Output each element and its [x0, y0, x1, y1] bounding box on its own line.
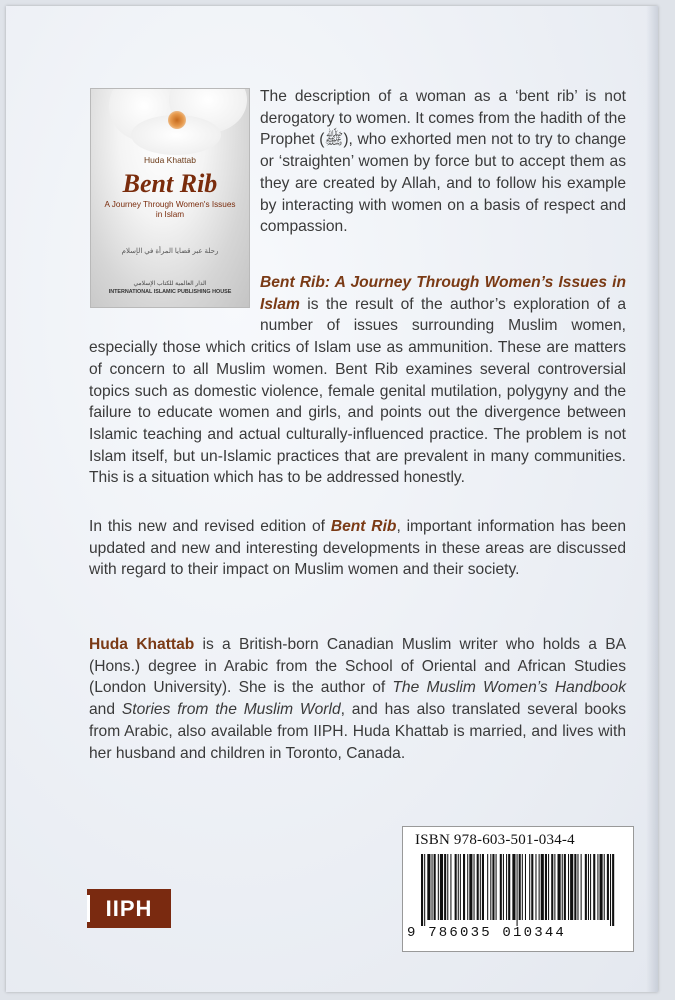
barcode-bar: [424, 854, 425, 926]
bio-text-b: and: [89, 701, 122, 719]
logo-text: IIPH: [105, 896, 153, 921]
barcode-bar: [535, 854, 536, 920]
barcode-bar: [607, 854, 609, 920]
barcode-bar: [597, 854, 598, 920]
barcode-bar: [512, 854, 515, 920]
barcode-bar: [427, 854, 430, 920]
barcode-bar: [487, 854, 488, 920]
barcode-bar: [482, 854, 484, 920]
barcode-bar: [500, 854, 502, 920]
bio-text-a: is a British-born Canadian Muslim writer who holds a BA (Hons.) degree in Arabic from the School of Oriental and African Studies (London University). She is the author of: [89, 636, 627, 697]
thumbnail-arabic-publisher: الدار العالمية للكتاب الإسلامي: [133, 281, 207, 287]
barcode-bar: [463, 854, 465, 920]
iiph-logo: [87, 889, 171, 928]
thumbnail-subtitle: A Journey Through Women's Issues in Islam: [104, 200, 236, 219]
barcode-bar: [593, 854, 595, 920]
barcode-bar: [590, 854, 591, 920]
paragraph-3-text-b: , important information has been updated and new and interesting developments in these areas are discussed with regard to their impact on Muslim women and their society.: [89, 518, 627, 579]
barcode-digits: 9 786035 010344: [407, 925, 567, 941]
barcode-bar: [612, 854, 614, 926]
book-title-stories: Stories from the Muslim World: [121, 701, 341, 719]
barcode-box: [402, 826, 634, 952]
barcode-bar: [447, 854, 448, 920]
barcode-bar: [432, 854, 433, 920]
paragraph-3-text-a: In this new and revised edition of: [89, 518, 331, 535]
barcode-bar: [490, 854, 491, 920]
barcode-bar: [503, 854, 504, 920]
barcode-bar: [600, 854, 603, 920]
barcode-bar: [558, 854, 561, 920]
barcode-bar: [539, 854, 540, 920]
book-title-emphasis: Bent Rib: [330, 518, 397, 535]
barcode-bar: [458, 854, 459, 920]
barcode-bar: [554, 854, 555, 920]
isbn-label: ISBN 978-603-501-034-4: [415, 832, 575, 848]
barcode-bar: [480, 854, 481, 920]
barcode-bar: [562, 854, 563, 920]
barcode-bar: [519, 854, 521, 920]
barcode-bar: [477, 854, 479, 920]
barcode-bar: [492, 854, 494, 920]
barcode-bar: [531, 854, 533, 920]
barcode-bar: [574, 854, 576, 920]
cover-edge-shading: [646, 6, 658, 992]
thumbnail-arabic-title: رحلة عبر قضايا المرأة في الإسلام: [121, 248, 219, 255]
barcode-bar: [421, 854, 423, 926]
barcode-bar: [444, 854, 446, 920]
barcode-bar: [525, 854, 526, 920]
barcode-bar: [577, 854, 578, 920]
barcode-bar: [440, 854, 443, 920]
blurb-paragraph-3: [89, 516, 626, 581]
barcode-bar: [568, 854, 569, 920]
barcode-bar: [450, 854, 451, 920]
barcode-bar: [564, 854, 566, 920]
barcode-bar: [438, 854, 439, 920]
author-name: Huda Khattab: [89, 636, 195, 653]
barcode-bar: [588, 854, 589, 920]
blurb-paragraph-2-body: [89, 272, 626, 504]
barcode-bars: [421, 854, 617, 926]
barcode-bar: [506, 854, 507, 920]
book-title-handbook: The Muslim Women’s Handbook: [392, 679, 627, 697]
blurb-paragraph-2-text-continued: is the result of the author’s exploration of a number of issues surrounding Muslim women, especially those which critics of Islam use as ammunition. These are matters of concern to all Muslim women. Bent Rib examines several controversial topics such as domestic violence, female genital mutilation, polygyny and the failure to educate women and girls, and points out the divergence between Islamic teaching and actual culturally-influenced practice. The problem is not Islam itself, but un-Islamic practices that are prevalent in many communities. This is a situation which has to be addressed honestly.: [89, 295, 626, 487]
barcode-bar: [541, 854, 544, 920]
author-bio: [89, 634, 626, 764]
thumbnail-author: Huda Khattab: [144, 155, 196, 165]
thumbnail-publisher: INTERNATIONAL ISLAMIC PUBLISHING HOUSE: [108, 289, 232, 295]
thumbnail-title: Bent Rib: [122, 169, 218, 198]
barcode-bar: [474, 854, 475, 920]
barcode-bar: [455, 854, 457, 920]
barcode-bar: [496, 854, 497, 920]
barcode-bar: [604, 854, 605, 920]
blurb-paragraph-1: The description of a woman as a ‘bent rib’ is not derogatory to women. It comes from the hadith of the Prophet (ﷺ), who exhorted men not to try to change or ‘straighten’ women by force but to accept them as they are created by Allah, and to follow his example by interacting with women on a basis of respect and compassion.: [260, 88, 626, 236]
barcode-bar: [434, 854, 436, 920]
barcode-bar: [585, 854, 587, 920]
barcode-bar: [548, 854, 549, 920]
text-wrap-spacer: [89, 272, 260, 335]
barcode-bar: [529, 854, 530, 920]
book-title-emphasis-ghost: Bent Rib: A Journey Through Women’s Issues in Islam: [260, 274, 626, 313]
flower-center: [168, 111, 186, 129]
barcode-bar: [610, 854, 611, 926]
bio-text-c: , and has also translated several books from Arabic, also available from IIPH. Huda Khattab is married, and lives with her husband and children in Toronto, Canada.: [89, 701, 626, 762]
barcode-bar: [517, 854, 518, 926]
barcode-bar: [581, 854, 582, 920]
barcode-bar: [460, 854, 461, 920]
barcode-bar: [545, 854, 547, 920]
barcode-bar: [508, 854, 510, 920]
barcode-bar: [522, 854, 523, 920]
barcode-bar: [570, 854, 573, 920]
barcode-bar: [469, 854, 472, 920]
barcode-bar: [467, 854, 468, 920]
barcode-bar: [551, 854, 553, 920]
